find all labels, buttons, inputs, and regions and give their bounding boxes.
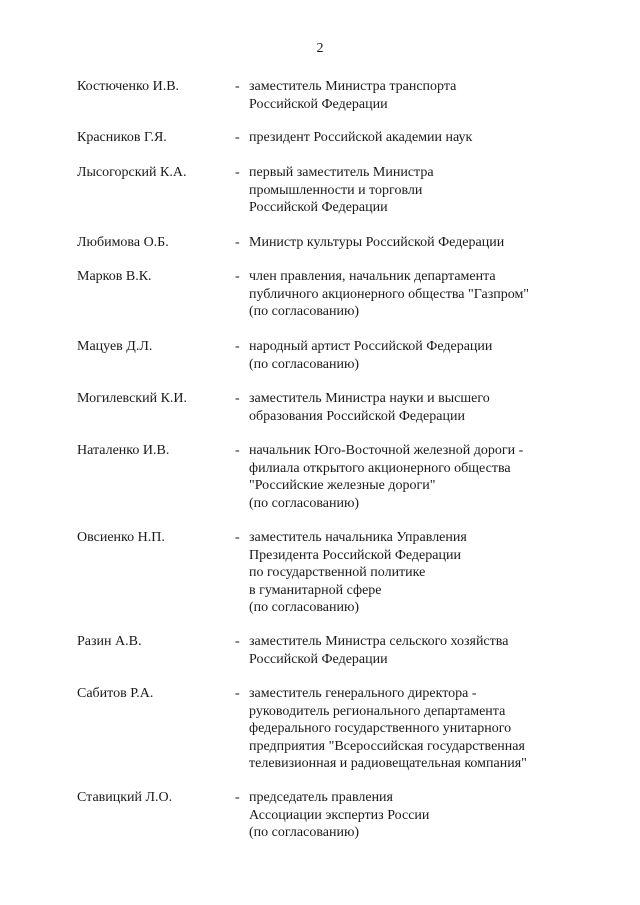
dash-separator: - xyxy=(235,130,240,145)
role-line: образования Российской Федерации xyxy=(249,408,465,424)
role-line: заместитель Министра науки и высшего xyxy=(249,391,490,406)
dash-separator: - xyxy=(235,165,240,180)
role-line: (по согласованию) xyxy=(249,304,360,319)
member-name: Овсиенко Н.П. xyxy=(77,530,165,545)
role-line: председатель правления xyxy=(249,790,393,805)
role-line: "Российские железные дороги" xyxy=(249,478,436,493)
role-line: начальник Юго-Восточной железной дороги - xyxy=(249,443,524,458)
member-name: Могилевский К.И. xyxy=(77,391,188,406)
member-role xyxy=(249,390,577,425)
list-item xyxy=(77,268,577,321)
role-line: промышленности и торговли xyxy=(249,182,423,198)
role-line: заместитель Министра транспорта xyxy=(249,79,457,94)
role-line: Российской Федерации xyxy=(249,96,388,112)
list-item xyxy=(77,129,577,147)
page-number: 2 xyxy=(316,41,324,56)
role-line: публичного акционерного общества "Газпром" xyxy=(249,286,530,302)
member-name: Мацуев Д.Л. xyxy=(77,339,153,354)
member-role xyxy=(249,129,577,147)
dash-separator: - xyxy=(235,79,240,94)
list-item xyxy=(77,633,577,668)
member-role xyxy=(249,268,577,321)
role-line: народный артист Российской Федерации xyxy=(249,339,493,354)
member-name: Ставицкий Л.О. xyxy=(77,790,173,805)
dash-separator: - xyxy=(235,269,240,284)
member-role xyxy=(249,234,577,252)
list-item xyxy=(77,529,577,617)
role-line: заместитель генерального директора - xyxy=(249,686,477,701)
dash-separator: - xyxy=(235,686,240,701)
role-line: (по согласованию) xyxy=(249,825,360,840)
role-line: филиала открытого акционерного общества xyxy=(249,460,511,476)
member-role xyxy=(249,442,577,512)
member-name: Лысогорский К.А. xyxy=(77,165,187,180)
member-role xyxy=(249,78,577,113)
role-line: член правления, начальник департамента xyxy=(249,269,496,284)
member-role xyxy=(249,164,577,217)
dash-separator: - xyxy=(235,790,240,805)
list-item xyxy=(77,390,577,425)
member-role xyxy=(249,529,577,617)
role-line: телевизионная и радиовещательная компания" xyxy=(249,756,527,771)
member-role xyxy=(249,338,577,373)
list-item xyxy=(77,164,577,217)
role-line: президент Российской академии наук xyxy=(249,130,473,145)
member-name: Наталенко И.В. xyxy=(77,443,170,458)
dash-separator: - xyxy=(235,391,240,406)
role-line: предприятия "Всероссийская государственная xyxy=(249,738,525,754)
role-line: Министр культуры Российской Федерации xyxy=(249,235,505,250)
role-line: федерального государственного унитарного xyxy=(249,721,512,736)
list-item xyxy=(77,789,577,842)
member-role xyxy=(249,789,577,842)
role-line: Президента Российской Федерации xyxy=(249,547,461,563)
role-line: Российской Федерации xyxy=(249,651,388,667)
role-line: руководитель регионального департамента xyxy=(249,703,506,719)
list-item xyxy=(77,685,577,773)
role-line: (по согласованию) xyxy=(249,600,360,615)
role-line: по государственной политике xyxy=(249,565,426,580)
dash-separator: - xyxy=(235,339,240,354)
role-line: Российской Федерации xyxy=(249,200,388,215)
list-item xyxy=(77,234,577,252)
member-name: Красников Г.Я. xyxy=(77,130,167,145)
member-role xyxy=(249,685,577,773)
list-item xyxy=(77,78,577,113)
dash-separator: - xyxy=(235,634,240,649)
member-name: Любимова О.Б. xyxy=(77,235,169,250)
dash-separator: - xyxy=(235,530,240,545)
role-line: заместитель начальника Управления xyxy=(249,530,467,545)
list-item xyxy=(77,442,577,512)
role-line: Ассоциации экспертиз России xyxy=(249,807,430,823)
dash-separator: - xyxy=(235,443,240,458)
role-line: (по согласованию) xyxy=(249,356,360,372)
role-line: (по согласованию) xyxy=(249,495,360,511)
member-name: Сабитов Р.А. xyxy=(77,686,154,701)
role-line: первый заместитель Министра xyxy=(249,165,434,180)
member-role xyxy=(249,633,577,668)
member-name: Костюченко И.В. xyxy=(77,79,180,94)
list-item xyxy=(77,338,577,373)
role-line: в гуманитарной сфере xyxy=(249,582,382,598)
role-line: заместитель Министра сельского хозяйства xyxy=(249,634,509,649)
member-name: Разин А.В. xyxy=(77,634,142,649)
dash-separator: - xyxy=(235,235,240,250)
member-name: Марков В.К. xyxy=(77,269,152,284)
